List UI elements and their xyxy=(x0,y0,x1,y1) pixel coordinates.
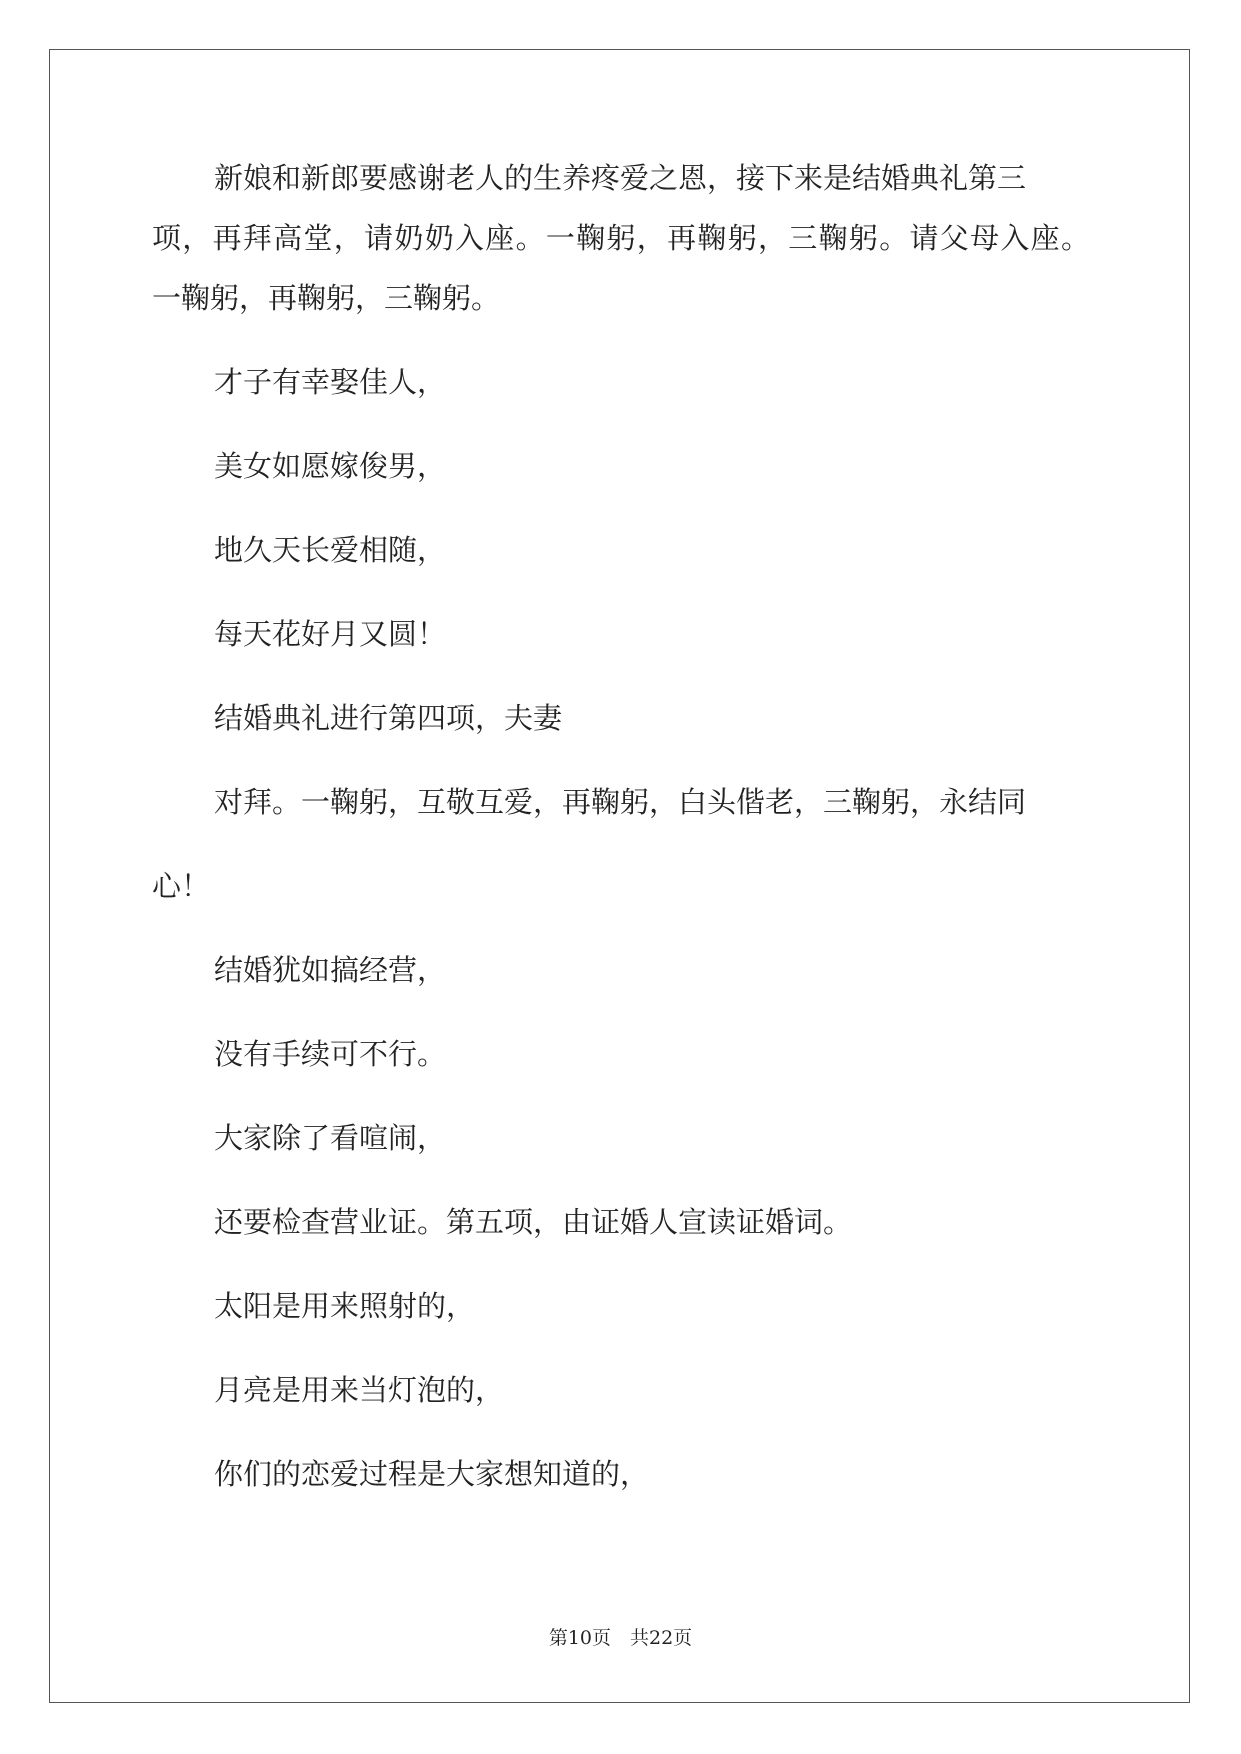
text-line: 每天花好月又圆！ xyxy=(214,617,447,651)
text-line: 你们的恋爱过程是大家想知道的， xyxy=(214,1457,650,1491)
text-line: 结婚犹如搞经营， xyxy=(214,953,447,987)
text-line: 地久天长爱相随， xyxy=(214,533,447,567)
text-line: 对拜。一鞠躬，互敬互爱，再鞠躬，白头偕老，三鞠躬，永结同 xyxy=(214,785,1027,819)
text-line: 太阳是用来照射的， xyxy=(214,1289,476,1323)
text-line: 项，再拜高堂，请奶奶入座。一鞠躬，再鞠躬，三鞠躬。请父母入座。 xyxy=(152,221,1090,255)
text-line: 月亮是用来当灯泡的， xyxy=(214,1373,505,1407)
text-line: 心！ xyxy=(152,869,211,903)
text-line: 还要检查营业证。第五项，由证婚人宣读证婚词。 xyxy=(214,1205,853,1239)
text-line: 美女如愿嫁俊男， xyxy=(214,449,447,483)
text-line: 新娘和新郎要感谢老人的生养疼爱之恩，接下来是结婚典礼第三 xyxy=(214,161,1027,195)
text-line: 没有手续可不行。 xyxy=(214,1037,447,1071)
text-line: 大家除了看喧闹， xyxy=(214,1121,447,1155)
text-line: 才子有幸娶佳人， xyxy=(214,365,447,399)
page-number-footer: 第10页 共22页 xyxy=(548,1627,693,1649)
text-line: 一鞠躬，再鞠躬，三鞠躬。 xyxy=(152,281,501,315)
text-line: 结婚典礼进行第四项，夫妻 xyxy=(214,701,563,735)
